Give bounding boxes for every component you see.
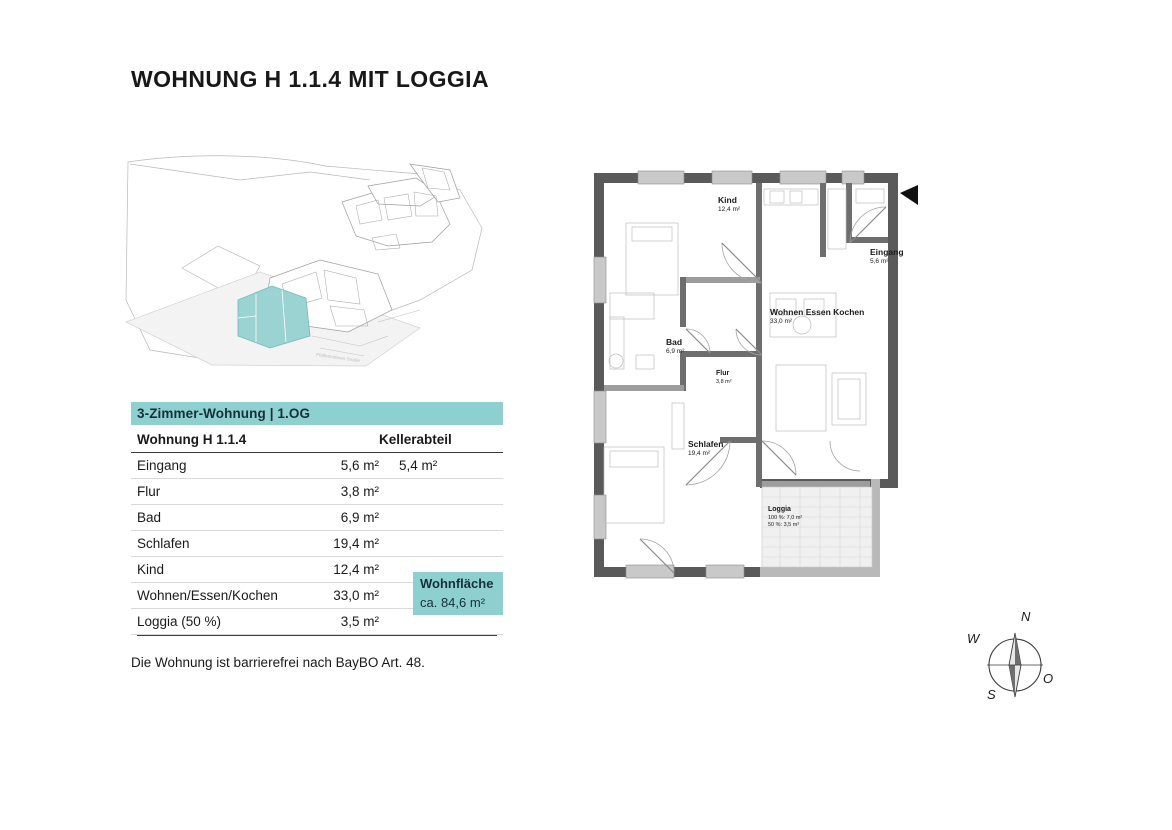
accessibility-note: Die Wohnung ist barrierefrei nach BayBO Art. 48. [131,655,425,670]
total-area-value: ca. 84,6 m² [420,595,486,610]
floor-plan-drawing [580,165,930,580]
cellar-area: 5,4 m² [399,458,438,473]
room-name: Eingang [137,458,187,473]
table-bottom-rule [137,635,497,636]
table-header-banner: 3-Zimmer-Wohnung | 1.OG [131,402,503,425]
total-area-label: Wohnfläche [420,576,494,591]
room-label-schlafen: Schlafen 19,4 m² [688,439,724,457]
room-area: 3,5 m² [340,614,379,629]
table-row [131,505,503,531]
area-table [131,402,503,636]
compass-label-west: W [967,631,980,646]
compass-label-north: N [1021,609,1031,624]
compass-label-east: O [1043,671,1054,686]
room-area: 12,4 m² [333,562,379,577]
room-name: Bad [137,510,162,525]
svg-text:Pfaffenhofener Straße: Pfaffenhofener Straße [315,352,361,364]
key-plan-drawing [120,150,510,375]
compass-rose [965,609,1065,715]
highlighted-apartment [238,286,310,348]
room-area: 33,0 m² [333,588,379,603]
compass-drawing [965,615,1065,715]
room-area: 6,9 m² [340,510,379,525]
room-name: Loggia (50 %) [137,614,222,629]
room-name: Kind [137,562,165,577]
total-area-box [413,572,503,615]
room-label-eingang: Eingang 5,6 m² [870,247,904,265]
table-column-headers [131,425,503,453]
room-area: 19,4 m² [333,536,379,551]
room-name: Flur [137,484,161,499]
table-row [131,479,503,505]
room-name: Wohnen/Essen/Kochen [137,588,278,603]
room-area: 3,8 m² [340,484,379,499]
page-title: WOHNUNG H 1.1.4 MIT LOGGIA [131,66,489,92]
table-row [131,531,503,557]
floor-plan [580,165,930,580]
column-header-apartment: Wohnung H 1.1.4 [137,432,247,447]
column-header-cellar: Kellerabteil [379,432,452,447]
room-area: 5,6 m² [340,458,379,473]
entrance-arrow [900,185,918,205]
room-label-bad: Bad 6,9 m² [666,337,685,355]
room-name: Schlafen [137,536,190,551]
room-label-wohnen-essen-kochen: Wohnen Essen Kochen 33,0 m² [770,307,865,325]
compass-label-south: S [987,687,996,702]
site-key-plan [120,150,510,375]
table-row [131,453,503,479]
room-label-kind: Kind 12,4 m² [718,195,741,213]
room-label-loggia: Loggia 100 %: 7,0 m² 50 %: 3,5 m² [768,506,803,528]
room-label-flur: Flur 3,8 m² [716,370,732,385]
